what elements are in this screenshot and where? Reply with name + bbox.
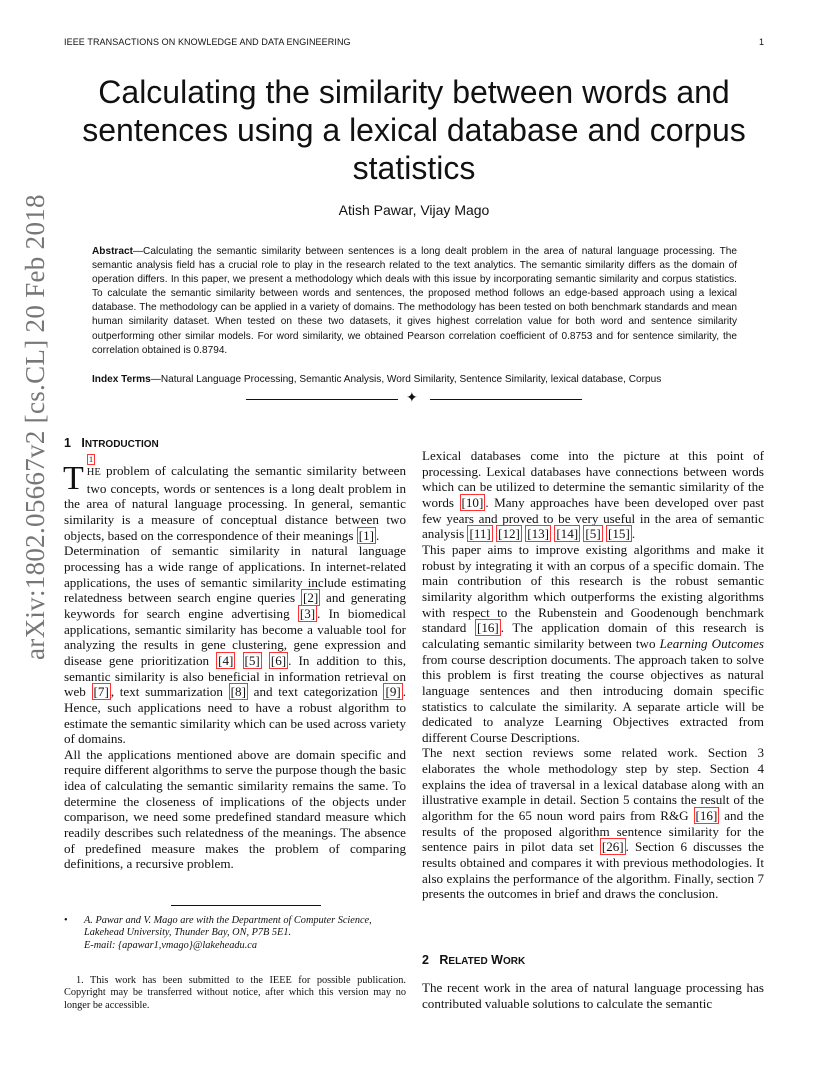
citation-link[interactable]: [16] bbox=[476, 620, 499, 636]
ornament-icon: ✦ bbox=[406, 391, 418, 406]
citation-link[interactable]: [8] bbox=[230, 684, 246, 700]
citation-link[interactable]: [5] bbox=[244, 652, 260, 668]
citation-link[interactable]: [11] bbox=[469, 526, 491, 542]
citation-link[interactable]: [6] bbox=[270, 652, 287, 668]
citation-link[interactable]: [14] bbox=[556, 526, 579, 542]
affiliation-email: E-mail: {apawar1,vmago}@lakeheadu.ca bbox=[84, 939, 257, 951]
running-header: IEEE TRANSACTIONS ON KNOWLEDGE AND DATA ENGINEERING bbox=[64, 37, 351, 47]
paragraph: Determination of semantic similarity in natural language processing has a wide range of applications. In internet-related applications, the uses of semantic similarity include estimating relatedness between search engine queries [2] and generating keywords for search engine advertising [3] . In biomedical applications, semantic similarity has become a valuable tool for analyzing the results in gene clustering, gene expression and disease gene prioritization [4] [5] [6] . In addition to this, semantic similarity is also beneficial in information retrieval on web [7] , text summarization [8] and text categorization [9] . Hence, such applications need to have a robust algorithm to estimate the semantic similarity which can be used across variety of domains. bbox=[64, 543, 407, 747]
footnote-text: 1. This work has been submitted to the IEEE for possible publication. Copyright may be transferred without notice, after which this version may no longer be accessible. bbox=[64, 975, 406, 1011]
citation-link[interactable]: [4] bbox=[218, 652, 234, 668]
citation-link[interactable]: [9] bbox=[385, 684, 401, 700]
related-work-text: The recent work in the area of natural language processing has contributed valuable solutions to calculate the semantic bbox=[422, 980, 764, 1011]
section-heading-introduction bbox=[64, 436, 159, 450]
arxiv-stamp: arXiv:1802.05667v2 [cs.CL] 20 Feb 2018 bbox=[20, 194, 50, 660]
index-terms-label: Index Terms bbox=[92, 374, 151, 385]
index-terms-text: —Natural Language Processing, Semantic Analysis, Word Similarity, Sentence Similarity, lexical database, Corpus bbox=[150, 374, 662, 385]
affiliation-note bbox=[64, 915, 406, 952]
section-first-letter: I bbox=[81, 436, 85, 450]
paragraph: This paper aims to improve existing algorithms and make it robust by integrating it with an corpus of a specific domain. The main contribution of this research is the robust semantic similarity algorithm which outperforms the existing algorithms with respect to the Rubenstein and Goodenough benchmark standard [16] . The application domain of this research is calculating semantic similarity between two Learning Outcomes from course description documents. The approach taken to solve this problem is first treating the course objectives as natural language sentences and then introducing domain specific statistics to calculate the similarity. A separate article will be dedicated to analyze Learning Objectives extracted from different Course Descriptions. bbox=[422, 541, 765, 745]
citation-link[interactable]: [7] bbox=[93, 684, 109, 700]
citation-link[interactable]: [13] bbox=[527, 526, 550, 542]
bullet-icon: • bbox=[64, 915, 68, 926]
paragraph: THE problem of calculating the semantic similarity between two concepts, words or sentences is a long dealt problem in the area of natural language processing. In general, semantic similarity is a measure of conceptual distance between two objects, based on the correspondence of their meanings [1] . bbox=[63, 460, 406, 543]
index-terms bbox=[92, 373, 737, 387]
right-column bbox=[422, 448, 764, 902]
dropcap: T bbox=[63, 460, 84, 497]
section-number: 2 bbox=[422, 953, 429, 967]
abstract bbox=[92, 245, 737, 358]
paragraph: All the applications mentioned above are domain specific and require different algorithms to serve the purpose though the basic idea of calculating the semantic similarity remains the same. To determine the closeness of implications of the objects under comparison, we need some predefined standard measure which readily describes such relatedness of the meanings. The absence of predefined measure makes the problem of comparing definitions, a recursive problem. bbox=[64, 746, 406, 872]
abstract-label: Abstract bbox=[92, 246, 133, 257]
affiliation-text: A. Pawar and V. Mago are with the Department of Computer Science, Lakehead University, Thunder Bay, ON, P7B 5E1. bbox=[84, 915, 372, 939]
paragraph: The next section reviews some related work. Section 3 elaborates the whole methodology step by step. Section 4 explains the idea of traversal in a lexical database along with an illustrative example in detail. Section 5 contains the result of the algorithm for the 65 noun word pairs from R&G [16] and the results of the proposed algorithm sentence similarity for the sentence pairs in pilot data set [26] . Section 6 discusses the results obtained and compares it with previous methodologies. It also explains the performance of the algorithm. Finally, section 7 presents the outcomes in brief and draws the conclusion. bbox=[422, 745, 764, 902]
page-number: 1 bbox=[759, 37, 765, 47]
authors: Atish Pawar, Vijay Mago bbox=[338, 202, 490, 218]
section-heading-related-work: 2 RELATED WORK bbox=[422, 953, 526, 967]
section-number: 1 bbox=[64, 436, 71, 450]
paragraph: Lexical databases come into the picture at this point of processing. Lexical databases have connections between words which can be utilized to determine the semantic similarity of the words [10] . Many approaches have been developed over past few years and proved to be very useful in the area of semantic analysis [11] [12] [13] [14] [5] [15] . bbox=[422, 448, 765, 542]
separator-right bbox=[430, 399, 582, 400]
emphasis: Learning Outcomes bbox=[659, 635, 765, 651]
citation-link[interactable]: [26] bbox=[601, 839, 624, 855]
citation-link[interactable]: [16] bbox=[695, 808, 718, 824]
abstract-text: —Calculating the semantic similarity between sentences is a long dealt problem in the area of natural language processing. The semantic analysis field has a crucial role to play in the research related to the text analytics. The semantic similarity differs as the domain of operation differs. In this paper, we present a methodology which deals with this issue by incorporating semantic similarity and corpus statistics. To calculate the semantic similarity between words and sentences, the proposed method follows an edge-based approach using a lexical database. The methodology can be applied in a variety of domains. The methodology has been tested on both benchmark standards and mean human similarity dataset. When tested on these two datasets, it gives highest correlation value for both word and sentence similarity outperforming other similar models. For word similarity, we obtained Pearson correlation coefficient of 0.8753 and for sentence similarity, the correlation obtained is 0.8794. bbox=[92, 246, 737, 356]
left-column bbox=[63, 460, 407, 872]
citation-link[interactable]: [5] bbox=[585, 526, 601, 542]
footnote-rule bbox=[171, 905, 321, 906]
section-title-rest: NTRODUCTION bbox=[84, 439, 159, 450]
paper-title: Calculating the similarity between words and sentences using a lexical database and corpus statistics bbox=[82, 74, 746, 186]
citation-link[interactable]: [3] bbox=[299, 605, 316, 621]
citation-link[interactable]: [12] bbox=[498, 526, 520, 542]
citation-link[interactable]: [15] bbox=[607, 526, 630, 542]
citation-link[interactable]: [10] bbox=[461, 494, 484, 510]
citation-link[interactable]: [1] bbox=[358, 527, 374, 543]
separator-left bbox=[246, 399, 398, 400]
citation-link[interactable]: [2] bbox=[302, 590, 319, 606]
footnote-marker[interactable]: 1 bbox=[89, 455, 93, 464]
